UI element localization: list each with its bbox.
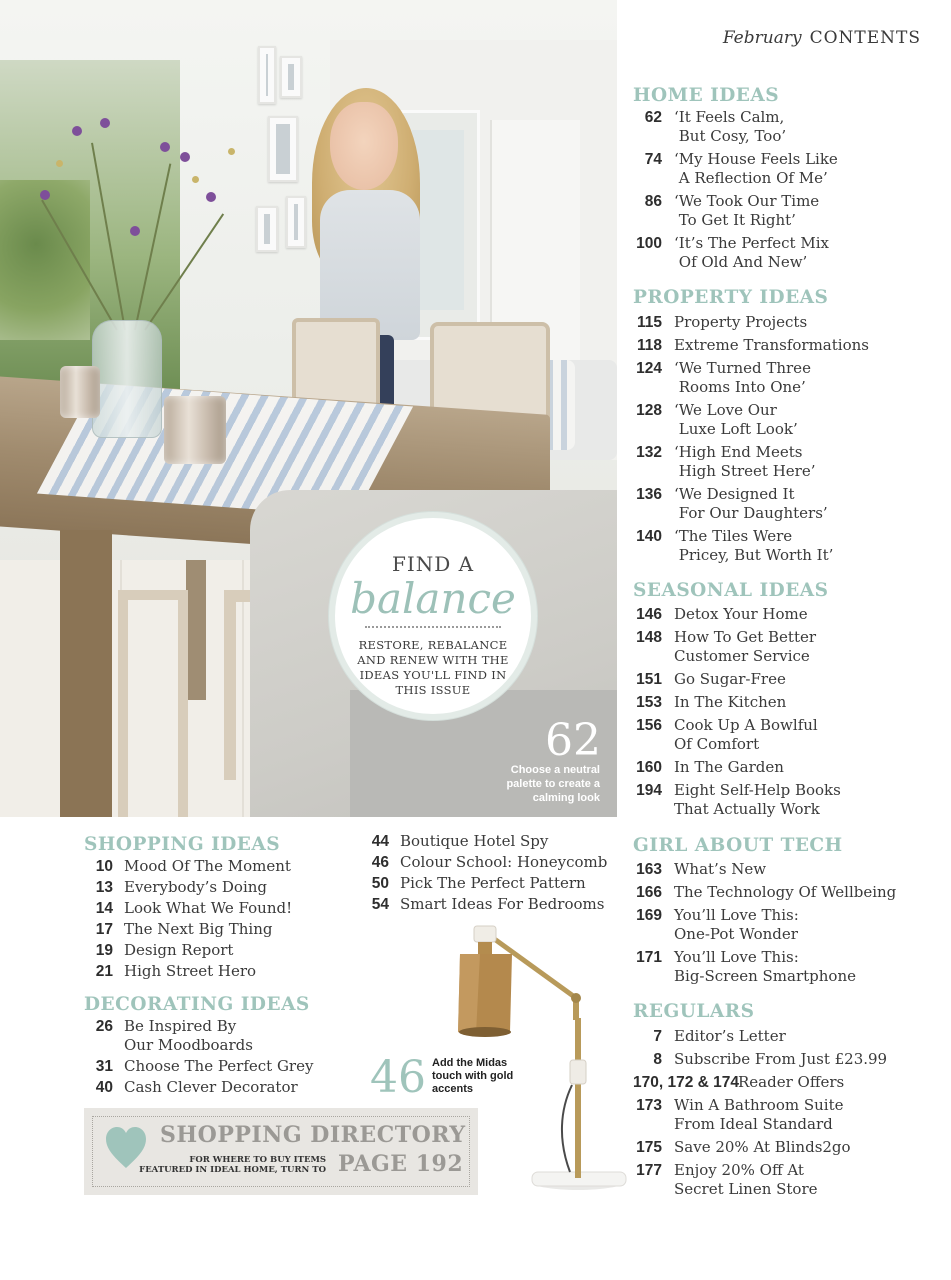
- toc-entry[interactable]: [0, 527, 951, 565]
- toc-page-number: 8: [653, 1051, 662, 1068]
- toc-page-number: 50: [371, 875, 389, 892]
- toc-page-number: 177: [636, 1162, 662, 1179]
- toc-title: Design Report: [124, 941, 234, 959]
- toc-title: Be Inspired By Our Moodboards: [124, 1017, 253, 1054]
- toc-page-number: 146: [636, 606, 662, 623]
- section-title-seasonal: SEASONAL IDEAS: [633, 580, 829, 601]
- toc-page-number: 128: [636, 402, 662, 419]
- toc-title: Pick The Perfect Pattern: [400, 874, 586, 892]
- toc-page-number: 10: [95, 858, 113, 875]
- issue-month: February: [722, 28, 802, 48]
- lamp-page-number[interactable]: 46: [370, 1052, 426, 1103]
- directory-note: FOR WHERE TO BUY ITEMS FEATURED IN IDEAL HOME, TURN TO: [139, 1155, 326, 1175]
- section-title-property: PROPERTY IDEAS: [633, 287, 829, 308]
- toc-title: You’ll Love This: Big-Screen Smartphone: [674, 948, 856, 985]
- toc-entry[interactable]: [0, 716, 951, 754]
- toc-title: ‘We Designed It For Our Daughters’: [674, 485, 828, 522]
- toc-page-number: 163: [636, 861, 662, 878]
- toc-title: ‘High End Meets High Street Here’: [674, 443, 816, 480]
- toc-page-number: 170, 172 & 174: [633, 1074, 740, 1091]
- toc-entry[interactable]: [0, 605, 951, 624]
- shopping-directory-box[interactable]: [84, 1108, 478, 1195]
- toc-entry[interactable]: [0, 234, 951, 272]
- toc-entry[interactable]: [0, 781, 951, 819]
- toc-entry[interactable]: [0, 192, 951, 230]
- toc-entry[interactable]: [0, 670, 951, 689]
- toc-page-number: 169: [636, 907, 662, 924]
- toc-page-number: 54: [371, 896, 389, 913]
- toc-page-number: 74: [644, 151, 662, 168]
- toc-entry[interactable]: [0, 853, 951, 872]
- contents-header: [723, 28, 921, 48]
- toc-title: How To Get Better Customer Service: [674, 628, 817, 665]
- toc-page-number: 44: [371, 833, 389, 850]
- toc-page-number: 156: [636, 717, 662, 734]
- toc-page-number: 140: [636, 528, 662, 545]
- toc-title: Editor’s Letter: [674, 1027, 786, 1045]
- toc-page-number: 14: [95, 900, 113, 917]
- wall-frame: [280, 56, 302, 98]
- toc-title: Smart Ideas For Bedrooms: [400, 895, 605, 913]
- toc-entry[interactable]: [0, 108, 951, 146]
- toc-title: Mood Of The Moment: [124, 857, 291, 875]
- toc-page-number: 62: [644, 109, 662, 126]
- lamp-caption: [432, 1057, 528, 1096]
- directory-title: SHOPPING DIRECTORY: [160, 1122, 466, 1148]
- toc-title: Enjoy 20% Off At Secret Linen Store: [674, 1161, 818, 1198]
- toc-entry[interactable]: [0, 401, 951, 439]
- toc-title: Extreme Transformations: [674, 336, 869, 354]
- toc-title: Cook Up A Bowlful Of Comfort: [674, 716, 818, 753]
- toc-page-number: 100: [636, 235, 662, 252]
- toc-page-number: 46: [371, 854, 389, 871]
- toc-entry[interactable]: [0, 628, 951, 666]
- toc-title: Subscribe From Just £23.99: [674, 1050, 888, 1068]
- toc-title: What’s New: [674, 860, 767, 878]
- toc-page-number: 26: [95, 1018, 113, 1035]
- toc-title: Cash Clever Decorator: [124, 1078, 298, 1096]
- toc-title: Colour School: Honeycomb: [400, 853, 608, 871]
- toc-page-number: 13: [95, 879, 113, 896]
- photo-page-number[interactable]: 62: [545, 715, 601, 766]
- badge-script: balance: [350, 574, 516, 623]
- section-title-home: HOME IDEAS: [633, 85, 780, 106]
- toc-title: In The Kitchen: [674, 693, 787, 711]
- toc-page-number: 173: [636, 1097, 662, 1114]
- toc-page-number: 19: [95, 942, 113, 959]
- toc-page-number: 151: [636, 671, 662, 688]
- toc-title: ‘We Took Our Time To Get It Right’: [674, 192, 820, 229]
- toc-entry[interactable]: [0, 758, 951, 777]
- toc-title: Reader Offers: [738, 1073, 845, 1091]
- toc-title: You’ll Love This: One-Pot Wonder: [674, 906, 799, 943]
- toc-page-number: 7: [653, 1028, 662, 1045]
- toc-entry[interactable]: [0, 832, 951, 851]
- toc-title: ‘We Turned Three Rooms Into One’: [674, 359, 811, 396]
- toc-entry[interactable]: [0, 485, 951, 523]
- section-title-shopping: SHOPPING IDEAS: [84, 834, 281, 855]
- toc-title: Look What We Found!: [124, 899, 293, 917]
- toc-title: ‘The Tiles Were Pricey, But Worth It’: [674, 527, 834, 564]
- toc-page-number: 31: [95, 1058, 113, 1075]
- toc-page-number: 166: [636, 884, 662, 901]
- toc-page-number: 136: [636, 486, 662, 503]
- wall-frame: [258, 46, 276, 104]
- toc-title: Win A Bathroom Suite From Ideal Standard: [674, 1096, 844, 1133]
- toc-page-number: 153: [636, 694, 662, 711]
- toc-entry[interactable]: [0, 693, 951, 712]
- toc-title: Detox Your Home: [674, 605, 808, 623]
- toc-page-number: 194: [636, 782, 662, 799]
- toc-title: High Street Hero: [124, 962, 257, 980]
- toc-entry[interactable]: [0, 895, 951, 914]
- toc-entry[interactable]: [0, 150, 951, 188]
- toc-page-number: 175: [636, 1139, 662, 1156]
- toc-page-number: 160: [636, 759, 662, 776]
- toc-page-number: 118: [636, 337, 662, 354]
- toc-title: Boutique Hotel Spy: [400, 832, 549, 850]
- toc-page-number: 21: [95, 963, 113, 980]
- toc-title: The Technology Of Wellbeing: [674, 883, 897, 901]
- toc-page-number: 148: [636, 629, 662, 646]
- toc-title: ‘My House Feels Like A Reflection Of Me’: [674, 150, 838, 187]
- toc-title: Everybody’s Doing: [124, 878, 268, 896]
- photo-caption: Choose a neutral palette to create a calming look: [506, 764, 600, 804]
- toc-title: In The Garden: [674, 758, 784, 776]
- toc-page-number: 115: [636, 314, 662, 331]
- toc-title: The Next Big Thing: [124, 920, 273, 938]
- toc-page-number: 17: [95, 921, 113, 938]
- toc-page-number: 171: [636, 949, 662, 966]
- toc-entry[interactable]: [0, 874, 951, 893]
- section-title-regulars: REGULARS: [633, 1001, 755, 1022]
- section-title-decorating: DECORATING IDEAS: [84, 994, 310, 1015]
- section-title-tech: GIRL ABOUT TECH: [633, 835, 843, 856]
- toc-entry[interactable]: [0, 336, 951, 355]
- contents-title: CONTENTS: [809, 28, 921, 48]
- toc-title: ‘We Love Our Luxe Loft Look’: [674, 401, 798, 438]
- directory-page[interactable]: PAGE 192: [338, 1151, 464, 1177]
- toc-page-number: 40: [95, 1079, 113, 1096]
- toc-title: Choose The Perfect Grey: [124, 1057, 314, 1075]
- toc-title: Property Projects: [674, 313, 808, 331]
- lamp-caption-text: Add the Midas touch with gold accents: [432, 1057, 514, 1095]
- toc-page-number: 132: [636, 444, 662, 461]
- toc-page-number: 86: [644, 193, 662, 210]
- toc-title: ‘It’s The Perfect Mix Of Old And New’: [674, 234, 829, 271]
- toc-entry[interactable]: [0, 313, 951, 332]
- toc-entry[interactable]: [0, 443, 951, 481]
- badge-subtitle: RESTORE, REBALANCE AND RENEW WITH THE IDEAS YOU'LL FIND IN THIS ISSUE: [357, 638, 509, 697]
- toc-title: Go Sugar-Free: [674, 670, 786, 688]
- toc-title: Save 20% At Blinds2go: [674, 1138, 851, 1156]
- toc-entry[interactable]: [0, 359, 951, 397]
- toc-title: ‘It Feels Calm, But Cosy, Too’: [674, 108, 787, 145]
- toc-title: Eight Self-Help Books That Actually Work: [674, 781, 841, 818]
- toc-page-number: 124: [636, 360, 662, 377]
- badge-heading: FIND A: [391, 552, 475, 576]
